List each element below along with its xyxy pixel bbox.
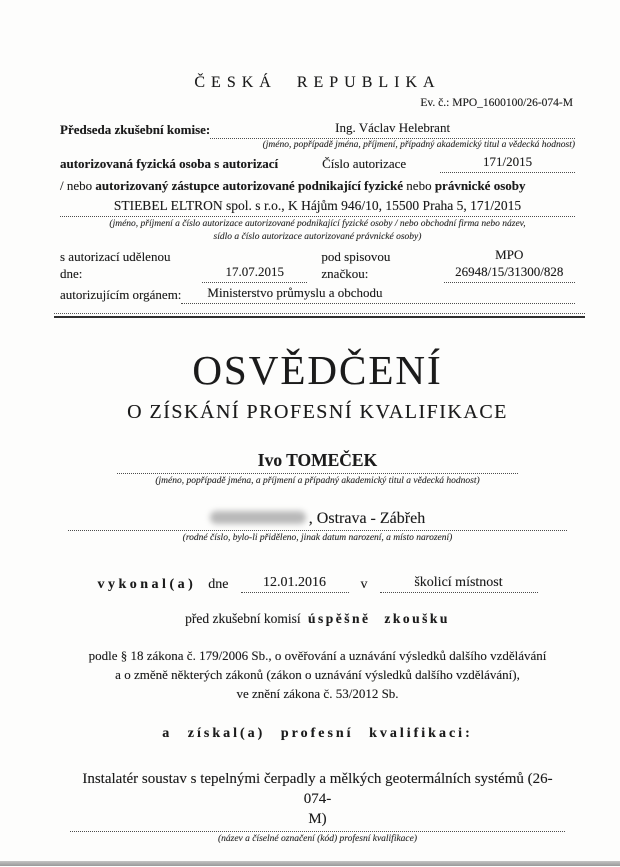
scan-bottom-edge [0,861,620,866]
performed-dne-text: dne [208,577,229,593]
holder-caption: (jméno, popřípadě jména, a příjmení a případný akademický titul a vědecká hodnost) [155,475,480,486]
certificate-title: OSVĚDČENÍ [192,346,443,393]
qualification-name-line-2: M) [308,811,327,828]
law-line-1: podle § 18 zákona č. 179/2006 Sb., o ověřování a uznávání výsledků dalšího vzdělávání [88,648,547,664]
birth-place-text: , Ostrava - Zábřeh [308,510,426,528]
birth-caption: (rodné číslo, bylo-li přiděleno, jinak datum narození, a místo narození) [182,533,453,544]
alt-bold-text-2: právnické osoby [434,177,526,193]
alt-mid-text: nebo [406,177,432,193]
certificate-subtitle: O ZÍSKÁNÍ PROFESNÍ KVALIFIKACE [127,400,508,423]
authorized-person-label: autorizovaná fyzická osoba s autorizací [60,156,279,172]
performed-v-text: v [360,577,368,593]
exam-performed-row [60,575,575,593]
file-number-label: pod spisovou značkou: [321,249,391,282]
authorization-block [60,120,575,304]
exam-place-field: školicí místnost [380,575,538,593]
chairman-name-field: Ing. Václav Helebrant [210,120,575,139]
chairman-row [60,120,575,139]
alt-prefix-text: / nebo [60,177,93,193]
gained-qualification-heading: a získal(a) profesní kvalifikaci: [162,725,473,741]
divider-solid-line [54,316,585,318]
alt-bold-text-1: autorizovaný zástupce autorizované podnikající fyzické [95,177,404,193]
company-field: STIEBEL ELTRON spol. s r.o., K Hájům 946/10, 15500 Praha 5, 171/2015 [60,198,575,217]
law-line-2: a o změně některých zákonů (zákon o uznávání výsledků dalšího vzdělávání), [115,667,520,683]
committee-text: před zkušební komisí [185,611,301,627]
birth-field [68,510,568,531]
file-number-field: MPO 26948/15/31300/828 [444,247,575,283]
authorized-representative-row [60,178,575,195]
law-reference-block [60,647,575,704]
granted-date-field: 17.07.2015 [202,264,307,283]
granted-date-label: s autorizací udělenou dne: [60,249,171,282]
performed-verb-text: vykonal(a) [97,577,197,593]
exam-date-field: 12.01.2016 [241,575,349,593]
authority-field: Ministerstvo průmyslu a obchodu [181,285,575,304]
chairman-label: Předseda zkušební komise: [60,122,211,137]
qualification-name-line-1: Instalatér soustav s tepelnými čerpadly a mělkých geotermálních systémů (26-074- [82,770,553,808]
chairman-caption: (jméno, popřípadě jména, příjmení, případný akademický titul a vědecká hodnost) [262,139,575,150]
authority-row [60,285,575,304]
ev-number-label: Ev. č.: [420,97,450,109]
authorization-number-field: 171/2015 [440,154,575,173]
divider-dotted-line [54,313,585,314]
authorized-person-row [60,154,575,173]
authority-label: autorizujícím orgánem: [60,287,182,303]
committee-result-row [60,611,575,627]
authorization-granted-row [60,247,575,283]
company-caption-line-2: sídlo a číslo autorizace autorizované právnické osoby) [213,232,422,243]
qualification-caption: (název a číselné označení (kód) profesní kvalifikace) [217,833,418,844]
redacted-birth-number [210,511,306,524]
authorization-number-label: Číslo autorizace [322,156,407,172]
company-caption-line-1: (jméno, příjmení a číslo autorizace autorizované podnikající fyzické osoby / nebo obchodní firma nebo název, [109,218,526,229]
qualification-name-field [70,769,564,832]
section-divider [54,313,585,318]
holder-name-field: Ivo TOMEČEK [117,450,519,474]
ev-number-value: MPO_1600100/26-074-M [452,97,573,109]
law-line-3: ve znění zákona č. 53/2012 Sb. [236,686,399,702]
exam-result-text: úspěšně zkoušku [307,611,450,627]
ev-number [60,97,575,109]
country-title: ČESKÁ REPUBLIKA [194,74,441,91]
